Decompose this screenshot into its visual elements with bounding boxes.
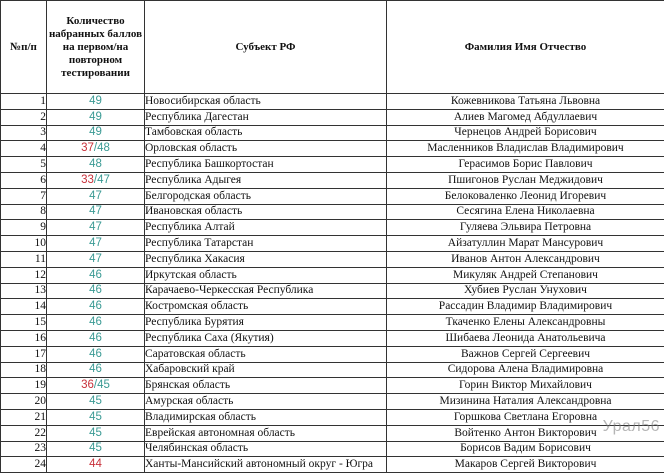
row-number: 16 (1, 330, 47, 346)
table-row (1, 425, 664, 441)
score-cell (47, 157, 145, 173)
person-name-cell: Горин Виктор Михайлович (387, 378, 664, 394)
score-first: 49 (89, 126, 102, 138)
score-first: 46 (89, 316, 102, 328)
table-body (1, 94, 664, 473)
score-cell (47, 394, 145, 410)
score-first: 46 (89, 269, 102, 281)
person-name-cell: Борисов Вадим Борисович (387, 441, 664, 457)
score-first: 45 (89, 427, 102, 439)
score-cell (47, 267, 145, 283)
person-name-cell: Войтенко Антон Викторович (387, 425, 664, 441)
region-cell: Новосибирская область (145, 94, 387, 110)
row-number: 13 (1, 283, 47, 299)
person-name-cell: Мизинина Наталия Александровна (387, 394, 664, 410)
score-first: 47 (89, 253, 102, 265)
row-number: 19 (1, 378, 47, 394)
table-row (1, 362, 664, 378)
table-row (1, 157, 664, 173)
region-cell: Еврейская автономная область (145, 425, 387, 441)
row-number: 6 (1, 172, 47, 188)
region-cell: Владимирская область (145, 409, 387, 425)
score-first: 37 (81, 142, 94, 154)
person-name-cell: Чернецов Андрей Борисович (387, 125, 664, 141)
row-number: 21 (1, 409, 47, 425)
row-number: 23 (1, 441, 47, 457)
region-cell: Карачаево-Черкесская Республика (145, 283, 387, 299)
score-cell (47, 425, 145, 441)
table-row (1, 125, 664, 141)
row-number: 17 (1, 346, 47, 362)
watermark: Урал56 (603, 418, 660, 436)
score-first: 47 (89, 205, 102, 217)
person-name-cell: Хубиев Руслан Унухович (387, 283, 664, 299)
row-number: 2 (1, 109, 47, 125)
row-number: 15 (1, 315, 47, 331)
table-row (1, 315, 664, 331)
region-cell: Республика Бурятия (145, 315, 387, 331)
score-first: 36 (81, 379, 94, 391)
person-name-cell: Гуляева Эльвира Петровна (387, 220, 664, 236)
score-first: 49 (89, 111, 102, 123)
region-cell: Саратовская область (145, 346, 387, 362)
score-cell (47, 204, 145, 220)
score-cell (47, 378, 145, 394)
region-cell: Тамбовская область (145, 125, 387, 141)
region-cell: Белгородская область (145, 188, 387, 204)
row-number: 10 (1, 236, 47, 252)
table-row (1, 251, 664, 267)
score-cell (47, 109, 145, 125)
score-cell (47, 457, 145, 473)
header-region: Субъект РФ (145, 1, 387, 94)
row-number: 5 (1, 157, 47, 173)
score-separator: / (94, 174, 97, 186)
score-first: 46 (89, 332, 102, 344)
region-cell: Иркутская область (145, 267, 387, 283)
score-cell (47, 125, 145, 141)
row-number: 8 (1, 204, 47, 220)
region-cell: Хабаровский край (145, 362, 387, 378)
region-cell: Амурская область (145, 394, 387, 410)
score-first: 45 (89, 411, 102, 423)
score-separator: / (94, 379, 97, 391)
score-first: 33 (81, 174, 94, 186)
score-cell (47, 236, 145, 252)
table-row (1, 299, 664, 315)
score-cell (47, 330, 145, 346)
score-first: 46 (89, 284, 102, 296)
score-first: 45 (89, 442, 102, 454)
score-second: 47 (97, 174, 110, 186)
score-first: 47 (89, 190, 102, 202)
row-number: 14 (1, 299, 47, 315)
table-row (1, 346, 664, 362)
table-row (1, 141, 664, 157)
header-name: Фамилия Имя Отчество (387, 1, 664, 94)
score-cell (47, 409, 145, 425)
person-name-cell: Микуляк Андрей Степанович (387, 267, 664, 283)
row-number: 1 (1, 94, 47, 110)
region-cell: Орловская область (145, 141, 387, 157)
header-num: №п/п (1, 1, 47, 94)
header-row (1, 1, 664, 94)
table-row (1, 394, 664, 410)
region-cell: Ивановская область (145, 204, 387, 220)
table-row (1, 172, 664, 188)
table-row (1, 330, 664, 346)
row-number: 3 (1, 125, 47, 141)
row-number: 20 (1, 394, 47, 410)
person-name-cell: Горшкова Светлана Егоровна (387, 409, 664, 425)
table-row (1, 109, 664, 125)
score-first: 46 (89, 300, 102, 312)
person-name-cell: Кожевникова Татьяна Львовна (387, 94, 664, 110)
table-row (1, 283, 664, 299)
score-first: 45 (89, 395, 102, 407)
row-number: 7 (1, 188, 47, 204)
person-name-cell: Белоковаленко Леонид Игоревич (387, 188, 664, 204)
score-cell (47, 141, 145, 157)
region-cell: Брянская область (145, 378, 387, 394)
region-cell: Республика Хакасия (145, 251, 387, 267)
table-row (1, 457, 664, 473)
region-cell: Республика Саха (Якутия) (145, 330, 387, 346)
table-row (1, 267, 664, 283)
person-name-cell: Алиев Магомед Абдуллаевич (387, 109, 664, 125)
score-second: 48 (97, 142, 110, 154)
person-name-cell: Шибаева Леонида Анатольевича (387, 330, 664, 346)
row-number: 12 (1, 267, 47, 283)
region-cell: Республика Адыгея (145, 172, 387, 188)
table-row (1, 188, 664, 204)
region-cell: Республика Дагестан (145, 109, 387, 125)
score-cell (47, 299, 145, 315)
score-cell (47, 94, 145, 110)
person-name-cell: Ткаченко Елены Александровны (387, 315, 664, 331)
header-score: Количество набранных баллов на первом/на повторном тестировании (47, 1, 145, 94)
table-row (1, 409, 664, 425)
region-cell: Ханты-Мансийский автономный округ - Югра (145, 457, 387, 473)
person-name-cell: Важнов Сергей Сергеевич (387, 346, 664, 362)
table-row (1, 236, 664, 252)
person-name-cell: Герасимов Борис Павлович (387, 157, 664, 173)
score-first: 47 (89, 237, 102, 249)
score-cell (47, 315, 145, 331)
person-name-cell: Пшигонов Руслан Меджидович (387, 172, 664, 188)
row-number: 18 (1, 362, 47, 378)
person-name-cell: Айзатуллин Марат Мансурович (387, 236, 664, 252)
score-separator: / (94, 142, 97, 154)
table-row (1, 94, 664, 110)
score-first: 48 (89, 158, 102, 170)
table-row (1, 441, 664, 457)
row-number: 24 (1, 457, 47, 473)
region-cell: Республика Башкортостан (145, 157, 387, 173)
region-cell: Костромская область (145, 299, 387, 315)
region-cell: Республика Алтай (145, 220, 387, 236)
score-cell (47, 188, 145, 204)
region-cell: Республика Татарстан (145, 236, 387, 252)
person-name-cell: Масленников Владислав Владимирович (387, 141, 664, 157)
score-cell (47, 172, 145, 188)
score-first: 44 (89, 458, 102, 470)
score-second: 45 (97, 379, 110, 391)
person-name-cell: Сидорова Алена Владимировна (387, 362, 664, 378)
score-cell (47, 251, 145, 267)
person-name-cell: Сесягина Елена Николаевна (387, 204, 664, 220)
row-number: 11 (1, 251, 47, 267)
score-cell (47, 441, 145, 457)
score-cell (47, 220, 145, 236)
score-first: 46 (89, 348, 102, 360)
row-number: 22 (1, 425, 47, 441)
table-row (1, 220, 664, 236)
score-first: 47 (89, 221, 102, 233)
row-number: 4 (1, 141, 47, 157)
table-row (1, 378, 664, 394)
region-cell: Челябинская область (145, 441, 387, 457)
person-name-cell: Рассадин Владимир Владимирович (387, 299, 664, 315)
table-row (1, 204, 664, 220)
score-cell (47, 283, 145, 299)
row-number: 9 (1, 220, 47, 236)
score-first: 46 (89, 363, 102, 375)
score-cell (47, 346, 145, 362)
person-name-cell: Макаров Сергей Викторович (387, 457, 664, 473)
score-first: 49 (89, 95, 102, 107)
person-name-cell: Иванов Антон Александрович (387, 251, 664, 267)
score-cell (47, 362, 145, 378)
